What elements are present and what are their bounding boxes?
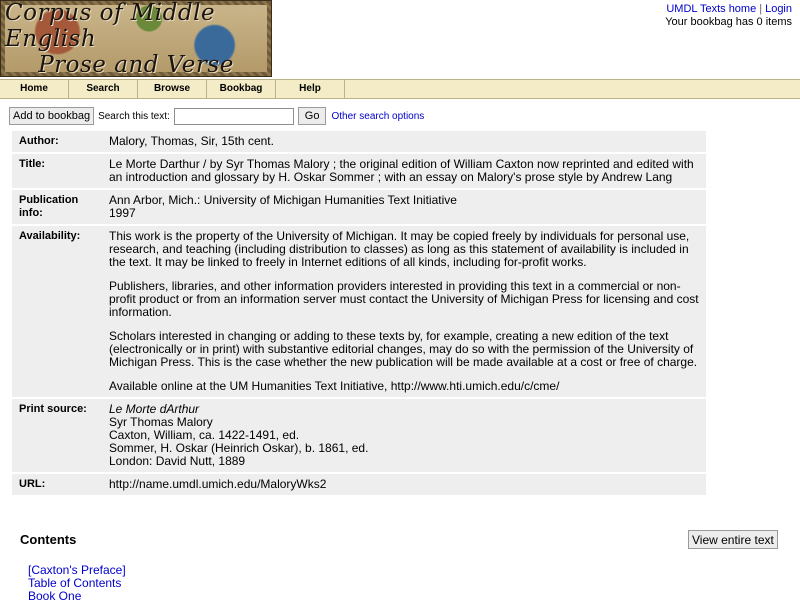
availability-paragraph: Available online at the UM Humanities Text Initiative, http://www.hti.umich.edu/c/cme/ [109,379,560,393]
availability-paragraph: Publishers, libraries, and other information providers interested in providing this text in a commercial or non-profit product or from an information server must contact the University of Michigan Press for licensing and cost information. [109,279,699,319]
print-source-title: Le Morte dArthur [109,402,200,416]
login-link[interactable]: Login [765,3,792,15]
banner-artwork [5,0,267,78]
print-source-editor: Caxton, William, ca. 1422-1491, ed. [109,428,300,442]
toc-link-table-of-contents[interactable]: Table of Contents [28,576,122,590]
link-separator: | [759,3,763,15]
top-links [666,3,792,15]
go-button[interactable]: Go [298,107,327,125]
url-row [12,474,706,495]
view-entire-text-button[interactable]: View entire text [688,530,778,549]
nav-help[interactable]: Help [276,80,345,98]
print-source-editor: Sommer, H. Oskar (Heinrich Oskar), b. 1861, ed. [109,441,369,455]
corpus-banner-logo[interactable] [0,0,272,77]
url-label: URL: [12,474,102,495]
nav-bookbag[interactable]: Bookbag [207,80,276,98]
nav-search[interactable]: Search [69,80,138,98]
search-label: Search this text: [98,110,170,122]
url-value: http://name.umdl.umich.edu/MaloryWks2 [102,474,706,495]
publication-place: Ann Arbor, Mich.: University of Michigan Humanities Text Initiative [109,193,457,207]
banner-line-1: Corpus of Middle English [5,0,216,52]
print-source-author: Syr Thomas Malory [109,415,213,429]
availability-row [12,226,706,397]
author-value: Malory, Thomas, Sir, 15th cent. [102,131,706,152]
print-source-label: Print source: [12,399,102,472]
publication-value [102,190,706,224]
search-row [9,106,424,126]
print-source-publisher: London: David Nutt, 1889 [109,454,246,468]
search-input[interactable] [174,108,294,125]
publication-label: Publication info: [12,190,102,224]
record-metadata-table [12,129,706,497]
title-label: Title: [12,154,102,188]
nav-browse[interactable]: Browse [138,80,207,98]
publication-row [12,190,706,224]
title-value: Le Morte Darthur / by Syr Thomas Malory ; the original edition of William Caxton now reprinted and edited with an introduction and glossary by H. Oskar Sommer ; with an essay on Malory's prose style by Andrew Lang [102,154,706,188]
title-row [12,154,706,188]
contents-heading: Contents [20,532,77,547]
main-nav [0,79,800,99]
print-source-row [12,399,706,472]
availability-paragraph: Scholars interested in changing or adding to these texts by, for example, creating a new edition of the text (electronically or in print) with substantive editorial changes, may do so with the permission of the University of Michigan Press. This is the case whether the new publication will be made available at a cost or free of charge. [109,329,698,369]
nav-home[interactable]: Home [0,80,69,98]
toc-link-caxtons-preface[interactable]: [Caxton's Preface] [28,563,126,577]
availability-paragraph: This work is the property of the University of Michigan. It may be copied freely by individuals for personal use, research, and teaching (including distribution to classes) as long as this statement of availability is included in the text. It may be linked to freely in Internet editions of all kinds, including for-profit works. [109,229,690,269]
umdl-texts-home-link[interactable]: UMDL Texts home [666,3,757,15]
toc-link-book-one[interactable]: Book One [28,589,82,603]
bookbag-status: Your bookbag has 0 items [665,16,792,28]
other-search-options-link[interactable]: Other search options [331,110,425,122]
author-label: Author: [12,131,102,152]
banner-line-2: Prose and Verse [38,51,234,78]
author-row [12,131,706,152]
add-to-bookbag-button[interactable]: Add to bookbag [9,107,94,125]
availability-value [102,226,706,397]
print-source-value [102,399,706,472]
contents-list [28,564,126,603]
availability-label: Availability: [12,226,102,397]
publication-year: 1997 [109,206,136,220]
